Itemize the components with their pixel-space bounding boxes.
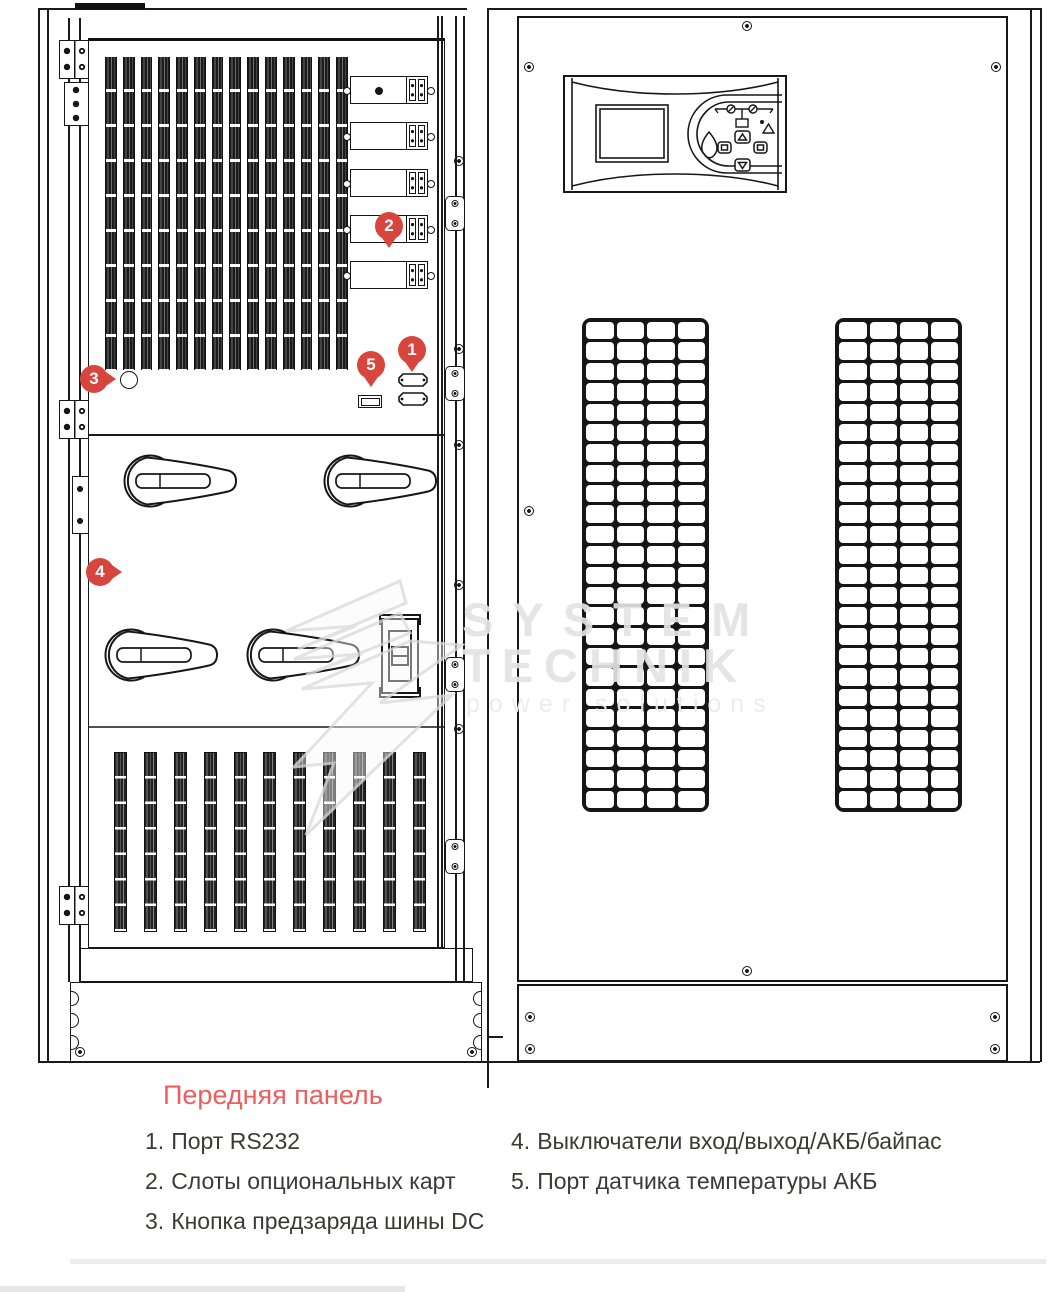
left-button bbox=[718, 142, 731, 153]
left-plinth bbox=[70, 982, 482, 1062]
watermark-line1: SYSTEM bbox=[462, 593, 770, 646]
air-grille-right bbox=[835, 318, 962, 812]
display-control-panel bbox=[563, 75, 787, 193]
ground-line bbox=[38, 1061, 1040, 1063]
latch-keeper bbox=[72, 476, 89, 534]
right-rail-outer bbox=[1040, 8, 1042, 1062]
callout-3: 3 bbox=[80, 365, 108, 393]
door-latch-1 bbox=[445, 196, 465, 231]
interior-top-thick-line bbox=[88, 38, 445, 41]
callout-1: 1 bbox=[398, 336, 426, 364]
option-card-slot-5 bbox=[350, 261, 428, 289]
dpad-buttons bbox=[718, 131, 767, 171]
door-latch-3 bbox=[445, 657, 465, 692]
legend-item-4: 4. Выключатели вход/выход/АКБ/байпас bbox=[511, 1128, 942, 1154]
legend-left-column bbox=[145, 1128, 484, 1248]
drop-icon bbox=[702, 132, 717, 158]
top-tab bbox=[75, 3, 145, 10]
bottom-band bbox=[80, 948, 473, 982]
lcd-screen bbox=[596, 105, 668, 162]
alarm-icon bbox=[761, 121, 774, 133]
heatsink-fins bbox=[105, 57, 348, 370]
legend-item-3: 3. Кнопка предзаряда шины DC bbox=[145, 1208, 485, 1234]
right-cabinet-top-edge bbox=[487, 8, 1040, 10]
separator-line bbox=[70, 1259, 1046, 1264]
rs232-port-icon bbox=[398, 372, 428, 388]
legend-title: Передняя панель bbox=[163, 1080, 383, 1110]
hinge-bracket bbox=[64, 82, 90, 126]
legend-right-column bbox=[511, 1128, 942, 1208]
right-cabinet-left-rail bbox=[487, 8, 489, 1088]
callout-2: 2 bbox=[375, 212, 403, 240]
right-rail-inner bbox=[1030, 8, 1032, 1062]
hinge-rail-a bbox=[68, 18, 70, 982]
legend-item-2: 2. Слоты опциональных карт bbox=[145, 1168, 456, 1194]
option-card-slot-2 bbox=[350, 122, 428, 150]
base-tick bbox=[487, 1036, 503, 1038]
door-edge-a bbox=[437, 16, 439, 948]
callout-5: 5 bbox=[357, 351, 385, 379]
bottom-vent-slots bbox=[114, 752, 426, 932]
dc-precharge-button bbox=[120, 371, 138, 389]
legend-item-1: 1. Порт RS232 bbox=[145, 1128, 301, 1154]
door-latch-4 bbox=[445, 839, 465, 874]
legend-item-5: 5. Порт датчика температуры АКБ bbox=[511, 1168, 878, 1194]
door-latch-2 bbox=[445, 366, 465, 401]
option-card-slot-1 bbox=[350, 76, 428, 104]
left-rail-inner bbox=[47, 8, 49, 1062]
watermark-tagline: power solutions bbox=[466, 690, 775, 718]
door-edge-b bbox=[441, 16, 443, 948]
right-button bbox=[754, 142, 767, 153]
left-rail-outer bbox=[38, 8, 40, 1062]
option-card-slot-3 bbox=[350, 169, 428, 197]
bottom-bar bbox=[0, 1286, 405, 1292]
breaker-section bbox=[88, 435, 445, 730]
air-grille-left bbox=[582, 318, 709, 812]
battery-temp-sensor-port bbox=[358, 395, 382, 408]
right-plinth bbox=[517, 984, 1008, 1062]
mimic-diagram bbox=[715, 105, 773, 127]
bypass-breaker-switch bbox=[380, 615, 420, 697]
watermark-line2: TECHNIK bbox=[462, 639, 748, 692]
serial-port-icon bbox=[398, 391, 428, 407]
callout-4: 4 bbox=[86, 558, 114, 586]
